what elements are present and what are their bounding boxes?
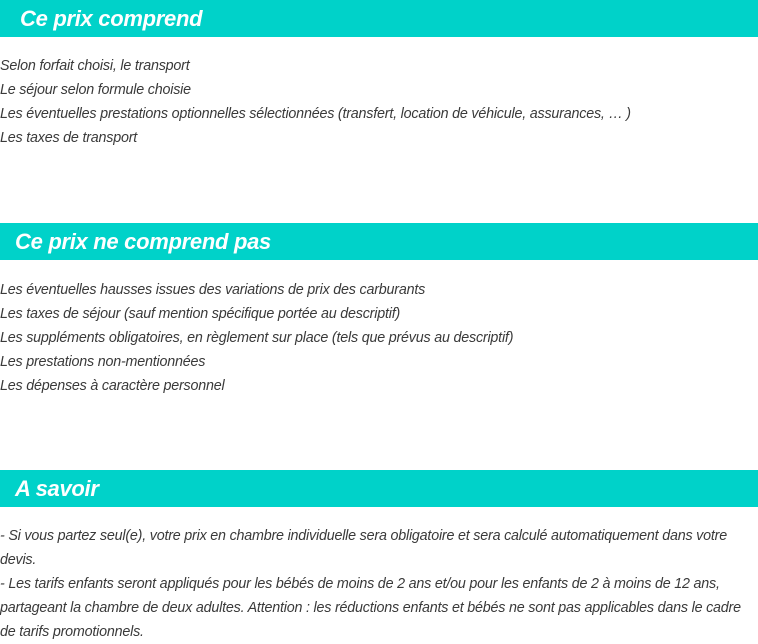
a-savoir-body	[0, 524, 752, 644]
list-item: Les prestations non-mentionnées	[0, 354, 206, 370]
list-item: Les taxes de transport	[0, 130, 138, 146]
not-included-list	[0, 278, 758, 398]
list-item: Les taxes de séjour (sauf mention spécifique portée au descriptif)	[0, 306, 401, 322]
list-item: Le séjour selon formule choisie	[0, 82, 191, 98]
section-not-included	[0, 223, 758, 398]
section-title: Ce prix comprend	[20, 5, 203, 31]
list-item: Les dépenses à caractère personnel	[0, 378, 225, 394]
list-item: Les éventuelles hausses issues des variations de prix des carburants	[0, 282, 426, 298]
section-title: Ce prix ne comprend pas	[15, 228, 271, 254]
list-item: Les éventuelles prestations optionnelles sélectionnées (transfert, location de véhicule, assurances, … )	[0, 106, 631, 122]
list-item: Selon forfait choisi, le transport	[0, 58, 190, 74]
paragraph: - Si vous partez seul(e), votre prix en chambre individuelle sera obligatoire et sera calculé automatiquement dans votre devis.	[0, 528, 727, 568]
section-header	[0, 223, 758, 260]
list-item: Les suppléments obligatoires, en règlement sur place (tels que prévus au descriptif)	[0, 330, 514, 346]
section-header	[0, 0, 758, 37]
section-a-savoir	[0, 470, 758, 644]
section-header	[0, 470, 758, 507]
section-title: A savoir	[15, 475, 99, 501]
included-list	[0, 54, 758, 150]
section-included	[0, 0, 758, 150]
paragraph: - Les tarifs enfants seront appliqués pour les bébés de moins de 2 ans et/ou pour les enfants de 2 à moins de 12 ans, partageant la chambre de deux adultes. Attention : les réductions enfants et bébés ne sont pas applicables dans le cadre de tarifs promotionnels.	[0, 576, 741, 640]
